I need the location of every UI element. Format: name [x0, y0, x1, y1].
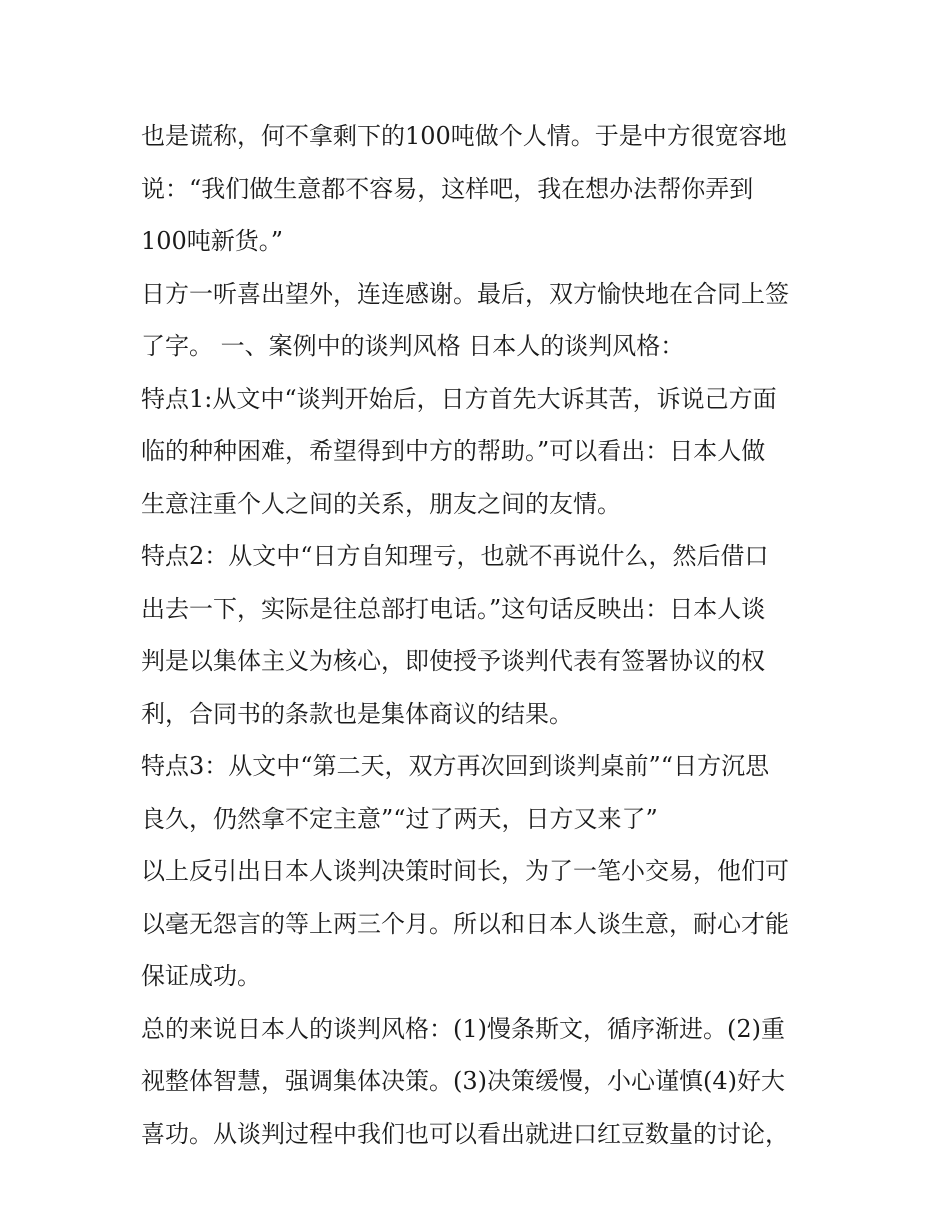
text-line: 良久，仍然拿不定主意”“过了两天，日方又来了”	[141, 804, 658, 833]
text-line: 总的来说日本人的谈判风格：(1)慢条斯文，循序渐进。(2)重	[141, 1014, 785, 1043]
text-line: 以毫无怨言的等上两三个月。所以和日本人谈生意，耐心才能	[141, 909, 789, 938]
text-line: 特点1:从文中“谈判开始后，日方首先大诉其苦，诉说己方面	[141, 384, 777, 413]
text-line: 生意注重个人之间的关系，朋友之间的友情。	[141, 489, 621, 518]
text-line: 视整体智慧，强调集体决策。(3)决策缓慢，小心谨慎(4)好大	[141, 1067, 785, 1095]
text-line: 100吨新货。”	[141, 227, 284, 255]
text-line: 以上反引出日本人谈判决策时间长，为了一笔小交易，他们可	[141, 857, 789, 885]
text-line: 了字。 一、案例中的谈判风格 日本人的谈判风格：	[141, 332, 685, 360]
text-line: 判是以集体主义为核心，即使授予谈判代表有签署协议的权	[141, 647, 765, 675]
text-line: 特点2：从文中“日方自知理亏，也就不再说什么，然后借口	[141, 542, 769, 570]
text-line: 喜功。从谈判过程中我们也可以看出就进口红豆数量的讨论，	[141, 1119, 789, 1148]
text-line: 临的种种困难，希望得到中方的帮助。”可以看出：日本人做	[141, 437, 766, 465]
text-line: 也是谎称，何不拿剩下的100吨做个人情。于是中方很宽容地	[141, 122, 787, 150]
body-text	[141, 110, 813, 1160]
text-line: 特点3：从文中“第二天，双方再次回到谈判桌前”“日方沉思	[141, 752, 770, 780]
text-line: 说：“我们做生意都不容易，这样吧，我在想办法帮你弄到	[141, 174, 754, 203]
text-line: 保证成功。	[141, 962, 261, 990]
text-line: 利，合同书的条款也是集体商议的结果。	[141, 699, 573, 728]
text-line: 出去一下，实际是往总部打电话。”这句话反映出：日本人谈	[141, 594, 766, 623]
text-line: 日方一听喜出望外，连连感谢。最后，双方愉快地在合同上签	[141, 279, 789, 308]
